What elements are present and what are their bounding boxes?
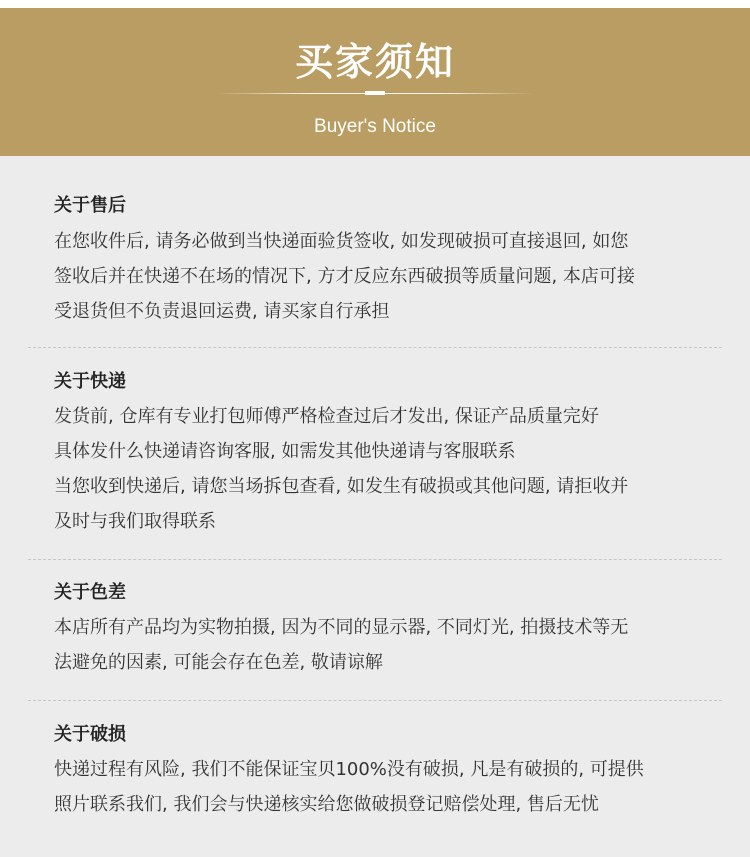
title-divider — [215, 93, 535, 95]
section-body — [54, 224, 704, 329]
section-heading: 关于快递 — [54, 371, 126, 392]
section-heading: 关于色差 — [54, 582, 126, 603]
body-line: 签收后并在快递不在场的情况下, 方才反应东西破损等质量问题, 本店可接 — [54, 266, 635, 287]
body-line: 具体发什么快递请咨询客服, 如需发其他快递请与客服联系 — [54, 441, 516, 462]
section-shipping — [0, 348, 750, 539]
section-heading: 关于破损 — [54, 724, 126, 745]
section-body — [54, 610, 704, 680]
body-line: 法避免的因素, 可能会存在色差, 敬请谅解 — [54, 652, 383, 673]
section-after-sales — [0, 156, 750, 329]
section-body — [54, 752, 704, 822]
header-banner — [0, 8, 750, 156]
body-line: 在您收件后, 请务必做到当快递面验货签收, 如发现破损可直接退回, 如您 — [54, 231, 629, 252]
section-body — [54, 399, 704, 539]
page-subtitle: Buyer's Notice — [314, 116, 436, 137]
divider-mark — [365, 91, 385, 95]
body-line: 受退货但不负责退回运费, 请买家自行承担 — [54, 301, 390, 322]
page-title: 买家须知 — [294, 40, 455, 84]
body-line: 及时与我们取得联系 — [54, 511, 216, 532]
body-line: 发货前, 仓库有专业打包师傅严格检查过后才发出, 保证产品质量完好 — [54, 406, 599, 427]
body-line: 快递过程有风险, 我们不能保证宝贝100%没有破损, 凡是有破损的, 可提供 — [54, 759, 644, 780]
body-line: 当您收到快递后, 请您当场拆包查看, 如发生有破损或其他问题, 请拒收并 — [54, 476, 629, 497]
body-line: 照片联系我们, 我们会与快递核实给您做破损登记赔偿处理, 售后无忧 — [54, 794, 599, 815]
section-damage — [0, 701, 750, 822]
section-color-difference — [0, 560, 750, 680]
notice-content — [0, 156, 750, 822]
section-heading: 关于售后 — [54, 195, 126, 216]
body-line: 本店所有产品均为实物拍摄, 因为不同的显示器, 不同灯光, 拍摄技术等无 — [54, 617, 629, 638]
top-strip — [0, 0, 750, 8]
